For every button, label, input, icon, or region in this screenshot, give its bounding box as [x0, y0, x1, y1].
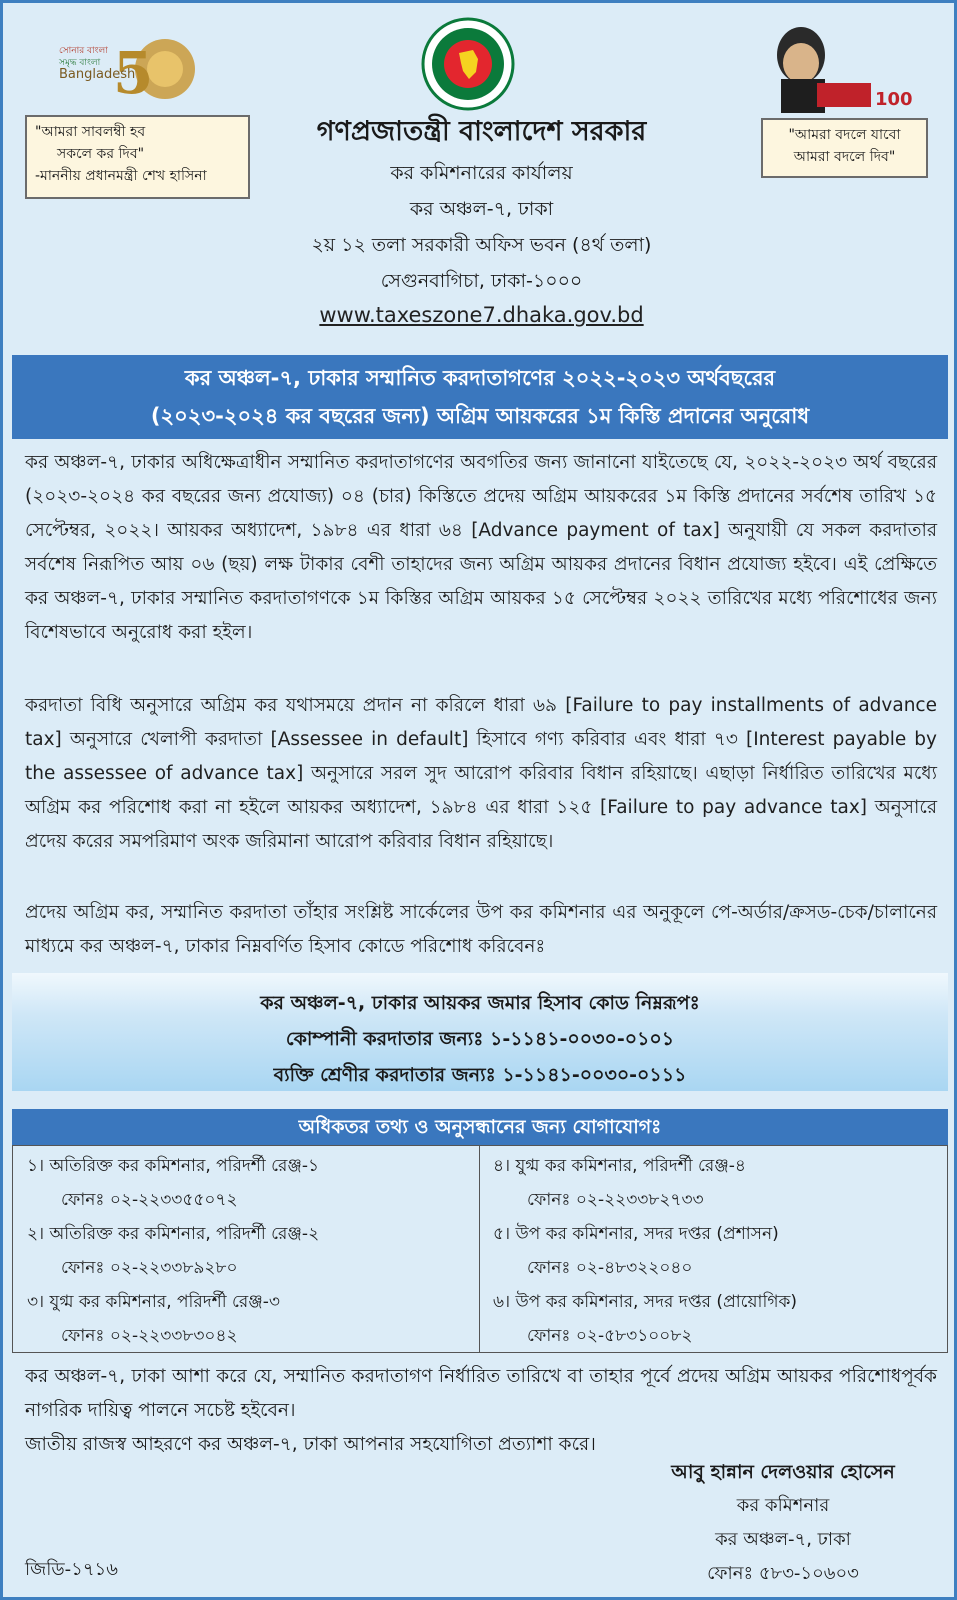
svg-text:সোনার বাংলা: সোনার বাংলা: [59, 46, 108, 56]
government-title: গণপ্রজাতন্ত্রী বাংলাদেশ সরকার: [316, 116, 647, 147]
account-code-band: [12, 973, 948, 1091]
signatory-designation: কর কমিশনার: [736, 1495, 830, 1516]
svg-text:5: 5: [113, 39, 154, 107]
mujib-100-logo: [761, 21, 913, 113]
contact-6-phone: ফোনঃ ০২-৫৮৩১০০৮২: [527, 1326, 693, 1346]
government-emblem-icon: [421, 17, 515, 111]
closing-paragraph-2: জাতীয় রাজস্ব আহরণে কর অঞ্চল-৭, ঢাকা আপনার সহযোগিতা প্রত্যাশা করে।: [25, 1434, 596, 1455]
paragraph-1: কর অঞ্চল-৭, ঢাকার অধিক্ষেত্রাধীন সম্মানিত করদাতাগণের অবগতির জন্য জানানো যাইতেছে যে, ২০২২-২০২৩ অর্থ বছরের (২০২৩-২০২৪ কর বছরের জন্য প্রযোজ্য) ০৪ (চার) কিস্তিতে প্রদেয় অগ্রিম আয়করের ১ম কিস্তি প্রদানের সর্বশেষ তারিখ ১৫ সেপ্টেম্বর, ২০২২। আয়কর অধ্যাদেশ, ১৯৮৪ এর ধারা ৬৪ [Advance payment of tax] অনুযায়ী যে সকল করদাতার সর্বশেষ নিরূপিত আয় ০৬ (ছয়) লক্ষ টাকার বেশী তাহাদের জন্য অগ্রিম আয়কর প্রদানের বিধান প্রযোজ্য হইবে। এই প্রেক্ষিতে কর অঞ্চল-৭, ঢাকার সম্মানিত করদাতাগণকে ১ম কিস্তির অগ্রিম আয়কর ১৫ সেপ্টেম্বর ২০২২ তারিখের মধ্যে পরিশোধের জন্য বিশেষভাবে অনুরোধ করা হইল।: [25, 452, 937, 643]
paragraph-2: করদাতা বিধি অনুসারে অগ্রিম কর যথাসময়ে প্রদান না করিলে ধারা ৬৯ [Failure to pay installments of advance tax] অনুসারে খেলাপী করদাতা [Assessee in default] হিসাবে গণ্য করিবার এবং ধারা ৭৩ [Interest payable by the assessee of advance tax] অনুসারে সরল সুদ আরোপ করিবার বিধান রহিয়াছে। এছাড়া নির্ধারিত তারিখের মধ্যে অগ্রিম কর পরিশোধ করা না হইলে আয়কর অধ্যাদেশ, ১৯৮৪ এর ধারা ১২৫ [Failure to pay advance tax] অনুসারে প্রদেয় করের সমপরিমাণ অংক জরিমানা আরোপ করিবার বিধান রহিয়াছে।: [25, 695, 937, 852]
paragraph-3: প্রদেয় অগ্রিম কর, সম্মানিত করদাতা তাঁহার সংশ্লিষ্ট সার্কেলের উপ কর কমিশনার এর অনুকূলে পে-অর্ডার/ক্রসড-চেক/চালানের মাধ্যমে কর অঞ্চল-৭, ঢাকার নিম্নবর্ণিত হিসাব কোডে পরিশোধ করিবেনঃ: [25, 902, 937, 957]
contacts-header: অধিকতর তথ্য ও অনুসন্ধানের জন্য যোগাযোগঃ: [12, 1109, 948, 1145]
website-link[interactable]: www.taxeszone7.dhaka.gov.bd: [319, 303, 644, 327]
quote-left-line-1: "আমরা সাবলম্বী হব: [35, 124, 146, 140]
contacts-left-column: [27, 1149, 467, 1353]
quote-right-line-2: আমরা বদলে দিব": [793, 149, 896, 165]
contact-3-title: ৩। যুগ্ম কর কমিশনার, পরিদর্শী রেঞ্জ-৩: [27, 1292, 280, 1312]
quote-box-right: [761, 118, 928, 178]
account-code-individual: ব্যক্তি শ্রেণীর করদাতার জন্যঃ ১-১১৪১-০০৩০-০১১১: [273, 1064, 687, 1086]
bangladesh-50-logo: [55, 23, 205, 113]
banner-line-1: কর অঞ্চল-৭, ঢাকার সম্মানিত করদাতাগণের ২০২২-২০২৩ অর্থবছরের: [184, 366, 776, 390]
contact-1-phone: ফোনঃ ০২-২২৩৩৫৫০৭২: [61, 1190, 238, 1210]
notice-banner: [12, 355, 948, 439]
closing-text: [25, 1360, 937, 1462]
office-name: কর কমিশনারের কার্যালয়: [390, 162, 573, 184]
contact-6-title: ৬। উপ কর কমিশনার, সদর দপ্তর (প্রায়োগিক): [493, 1292, 797, 1312]
quote-left-line-2: সকলে কর দিব": [57, 146, 145, 162]
signatory-office: কর অঞ্চল-৭, ঢাকা: [715, 1529, 851, 1550]
contact-5-phone: ফোনঃ ০২-৪৮৩২২০৪০: [527, 1258, 693, 1278]
svg-text:100: 100: [875, 89, 913, 110]
zone-name: কর অঞ্চল-৭, ঢাকা: [409, 198, 554, 220]
signatory-phone: ফোনঃ ৫৮৩-১০৬০৩: [707, 1563, 859, 1584]
quote-left-attribution: -মাননীয় প্রধানমন্ত্রী শেখ হাসিনা: [35, 168, 207, 184]
contacts-divider: [479, 1145, 480, 1353]
account-code-title: কর অঞ্চল-৭, ঢাকার আয়কর জমার হিসাব কোড নিম্নরূপঃ: [260, 992, 700, 1014]
signature-block: [623, 1455, 943, 1591]
account-code-company: কোম্পানী করদাতার জন্যঃ ১-১১৪১-০০৩০-০১০১: [285, 1028, 675, 1050]
contact-4-title: ৪। যুগ্ম কর কমিশনার, পরিদর্শী রেঞ্জ-৪: [493, 1156, 746, 1176]
contact-5-title: ৫। উপ কর কমিশনার, সদর দপ্তর (প্রশাসন): [493, 1224, 779, 1244]
signatory-name: আবু হান্নান দেলওয়ার হোসেন: [671, 1461, 895, 1483]
quote-right-line-1: "আমরা বদলে যাবো: [788, 127, 901, 143]
svg-text:সমৃদ্ধ বাংলা: সমৃদ্ধ বাংলা: [59, 58, 101, 68]
contact-4-phone: ফোনঃ ০২-২২৩৩৮২৭৩৩: [527, 1190, 704, 1210]
building-address: ২য় ১২ তলা সরকারী অফিস ভবন (৪র্থ তলা): [311, 234, 652, 256]
reference-number: জিডি-১৭১৬: [25, 1559, 118, 1580]
logo-text: Bangladesh: [59, 67, 136, 82]
contact-3-phone: ফোনঃ ০২-২২৩৩৮৩০৪২: [61, 1326, 238, 1346]
contact-2-title: ২। অতিরিক্ত কর কমিশনার, পরিদর্শী রেঞ্জ-২: [27, 1224, 320, 1244]
closing-paragraph-1: কর অঞ্চল-৭, ঢাকা আশা করে যে, সম্মানিত করদাতাগণ নির্ধারিত তারিখে বা তাহার পূর্বে প্রদেয় অগ্রিম আয়কর পরিশোধপূর্বক নাগরিক দায়িত্ব পালনে সচেষ্ট হইবেন।: [25, 1366, 937, 1421]
contact-1-title: ১। অতিরিক্ত কর কমিশনার, পরিদর্শী রেঞ্জ-১: [27, 1156, 320, 1176]
area-address: সেগুনবাগিচা, ঢাকা-১০০০: [380, 270, 583, 292]
contacts-right-column: [493, 1149, 933, 1353]
banner-line-2: (২০২৩-২০২৪ কর বছরের জন্য) অগ্রিম আয়করের ১ম কিস্তি প্রদানের অনুরোধ: [150, 404, 810, 428]
contact-2-phone: ফোনঃ ০২-২২৩৩৮৯২৮০: [61, 1258, 238, 1278]
